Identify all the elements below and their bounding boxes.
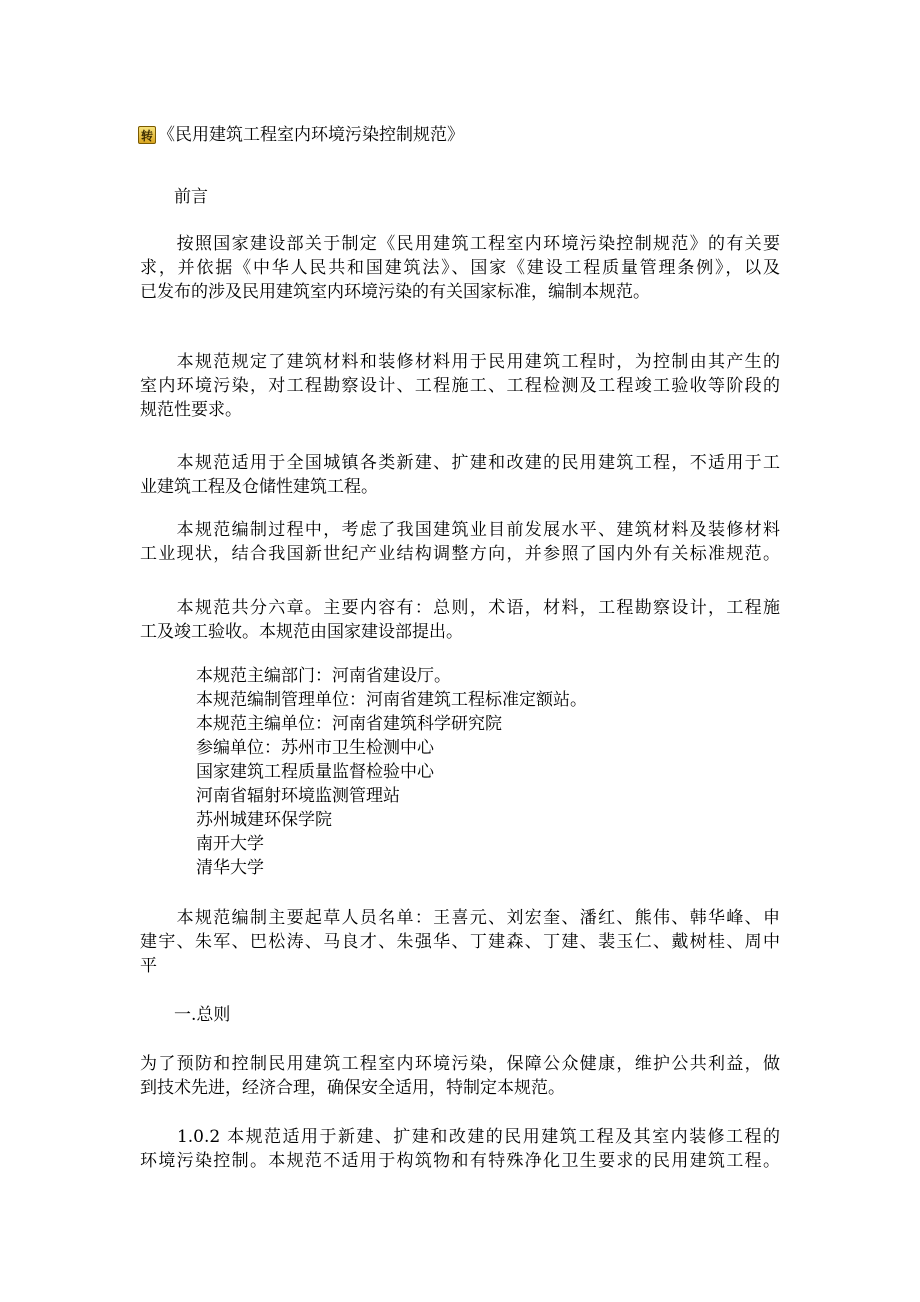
paragraph-5 bbox=[140, 596, 780, 644]
paragraph-line: 平 bbox=[140, 956, 157, 976]
list-item: 本规范主编部门：河南省建设厅。 bbox=[196, 666, 451, 686]
paragraph-line: 本规范共分六章。主要内容有：总则，术语，材料，工程勘察设计，工程施 bbox=[140, 598, 780, 618]
paragraph-line: 本规范编制主要起草人员名单：王喜元、刘宏奎、潘红、熊伟、韩华峰、申 bbox=[140, 908, 780, 928]
paragraph-line: 室内环境污染，对工程勘察设计、工程施工、工程检测及工程竣工验收等阶段的 bbox=[140, 376, 780, 396]
list-item: 参编单位：苏州市卫生检测中心 bbox=[196, 738, 434, 758]
chapter-1-heading: 一.总则 bbox=[174, 1005, 231, 1025]
paragraph-4 bbox=[140, 518, 780, 566]
paragraph-line: 工业现状，结合我国新世纪产业结构调整方向，并参照了国内外有关标准规范。 bbox=[140, 544, 780, 564]
list-item: 苏州城建环保学院 bbox=[196, 810, 332, 830]
paragraph-line: 本规范适用于全国城镇各类新建、扩建和改建的民用建筑工程，不适用于工 bbox=[140, 453, 780, 473]
paragraph-line: 工及竣工验收。本规范由国家建设部提出。 bbox=[140, 622, 463, 642]
paragraph-line: 规范性要求。 bbox=[140, 400, 242, 420]
paragraph-2 bbox=[140, 350, 780, 422]
paragraph-7 bbox=[140, 1052, 780, 1100]
paragraph-line: 环境污染控制。本规范不适用于构筑物和有特殊净化卫生要求的民用建筑工程。 bbox=[140, 1151, 780, 1171]
list-item: 本规范主编单位：河南省建筑科学研究院 bbox=[196, 714, 502, 734]
preface-heading: 前言 bbox=[174, 187, 208, 207]
paragraph-line: 业建筑工程及仓储性建筑工程。 bbox=[140, 477, 378, 497]
list-item: 河南省辐射环境监测管理站 bbox=[196, 786, 400, 806]
paragraph-line: 本规范编制过程中，考虑了我国建筑业目前发展水平、建筑材料及装修材料 bbox=[140, 520, 780, 540]
paragraph-line: 按照国家建设部关于制定《民用建筑工程室内环境污染控制规范》的有关要 bbox=[140, 234, 780, 254]
document-title: 《民用建筑工程室内环境污染控制规范》 bbox=[158, 125, 464, 145]
list-item: 本规范编制管理单位：河南省建筑工程标准定额站。 bbox=[196, 690, 587, 710]
repost-icon: 转 bbox=[138, 126, 156, 144]
paragraph-line: 已发布的涉及民用建筑室内环境污染的有关国家标准，编制本规范。 bbox=[140, 282, 650, 302]
document-title-line bbox=[138, 124, 464, 146]
paragraph-8 bbox=[140, 1125, 780, 1173]
paragraph-line: 到技术先进，经济合理，确保安全适用，特制定本规范。 bbox=[140, 1078, 565, 1098]
editorial-units-list bbox=[196, 664, 587, 880]
list-item: 国家建筑工程质量监督检验中心 bbox=[196, 762, 434, 782]
paragraph-6 bbox=[140, 906, 780, 978]
paragraph-1 bbox=[140, 232, 780, 304]
paragraph-line: 本规范规定了建筑材料和装修材料用于民用建筑工程时，为控制由其产生的 bbox=[140, 352, 780, 372]
paragraph-line: 1.0.2 本规范适用于新建、扩建和改建的民用建筑工程及其室内装修工程的 bbox=[140, 1127, 780, 1147]
list-item: 南开大学 bbox=[196, 834, 264, 854]
paragraph-line: 为了预防和控制民用建筑工程室内环境污染，保障公众健康，维护公共利益，做 bbox=[140, 1054, 780, 1074]
list-item: 清华大学 bbox=[196, 858, 264, 878]
paragraph-line: 求，并依据《中华人民共和国建筑法》、国家《建设工程质量管理条例》，以及 bbox=[140, 258, 780, 278]
paragraph-3 bbox=[140, 451, 780, 499]
paragraph-line: 建宇、朱军、巴松涛、马良才、朱强华、丁建森、丁建、裴玉仁、戴树桂、周中 bbox=[140, 932, 780, 952]
